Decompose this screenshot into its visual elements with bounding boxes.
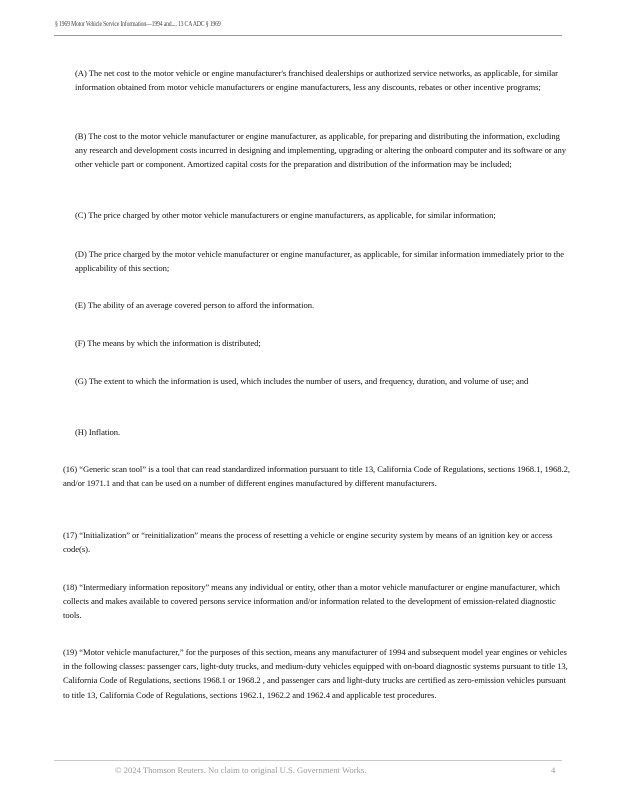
header-divider: [54, 35, 562, 36]
paragraph-f: (F) The means by which the information is distributed;: [75, 338, 261, 348]
definition-16: (16) “Generic scan tool” is a tool that can read standardized information pursuant to title 13, California Code of Regulations, sections 1968.1, 1968.2, and/or 1971.1 and that can be used on a number of different engines manufactured by different manufacturers.: [63, 464, 570, 489]
paragraph-a: (A) The net cost to the motor vehicle or engine manufacturer's franchised dealerships or authorized service networks, as applicable, for similar information obtained from motor vehicle manufacturers or engine manufacturers, less any discounts, rebates or other incentive programs;: [75, 68, 558, 93]
paragraph-c: (C) The price charged by other motor vehicle manufacturers or engine manufacturers, as applicable, for similar information;: [75, 210, 496, 220]
definition-17: (17) “Initialization” or “reinitialization” means the process of resetting a vehicle or engine security system by means of an ignition key or access code(s).: [63, 530, 553, 555]
footer-copyright: © 2024 Thomson Reuters. No claim to original U.S. Government Works.: [115, 765, 367, 775]
paragraph-e: (E) The ability of an average covered person to afford the information.: [75, 300, 315, 310]
page-number: 4: [551, 765, 556, 775]
paragraph-b: (B) The cost to the motor vehicle manufacturer or engine manufacturer, as applicable, for preparing and distributing the information, excluding any research and development costs incurred in designing and implementing, upgrading or altering the onboard computer and its software or any other vehicle part or component. Amortized capital costs for the preparation and distribution of the information may be included;: [75, 131, 567, 170]
paragraph-g: (G) The extent to which the information is used, which includes the number of users, and frequency, duration, and volume of use; and: [75, 376, 529, 386]
definition-19: (19) “Motor vehicle manufacturer,” for the purposes of this section, means any manufacturer of 1994 and subsequent model year engines or vehicles in the following classes: passenger cars, light-duty trucks, and medium-duty vehicles equipped with on-board diagnostic systems pursuant to title 13, California Code of Regulations, sections 1968.1 or 1968.2 , and passenger cars and light-duty trucks are certified as zero-emission vehicles pursuant to title 13, California Code of Regulations, sections 1962.1, 1962.2 and 1962.4 and applicable test procedures.: [63, 647, 568, 700]
paragraph-d: (D) The price charged by the motor vehicle manufacturer or engine manufacturer, as applicable, for similar information immediately prior to the applicability of this section;: [75, 249, 565, 274]
definition-18: (18) “Intermediary information repository” means any individual or entity, other than a motor vehicle manufacturer or engine manufacturer, which collects and makes available to covered persons service information and/or information related to the development of emission-related diagnostic tools.: [63, 582, 560, 621]
running-header: § 1969 Motor Vehicle Service Information—1994 and..., 13 CA ADC § 1969: [55, 20, 221, 28]
footer-divider: [54, 760, 562, 761]
paragraph-h: (H) Inflation.: [75, 427, 121, 437]
